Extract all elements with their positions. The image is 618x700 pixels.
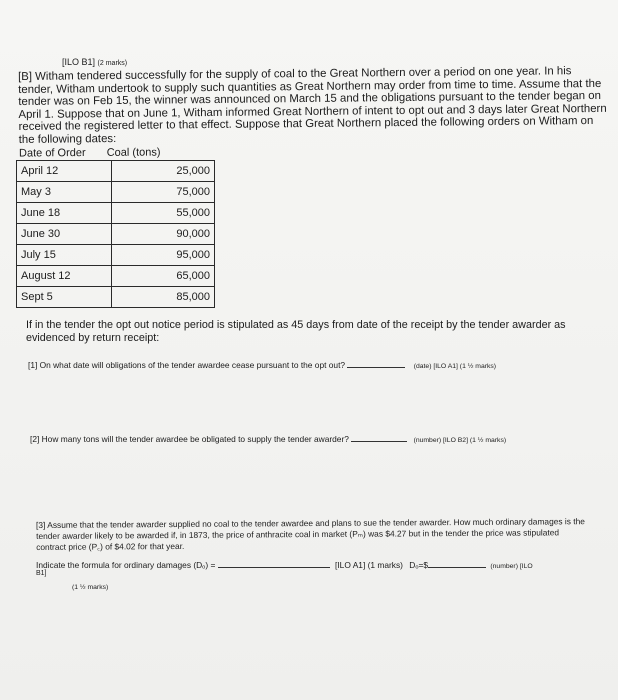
question-2-text: [2] How many tons will the tender awardee be obligated to supply the tender awarder? (30, 434, 349, 444)
order-tons: 90,000 (112, 224, 215, 245)
order-tons: 95,000 (112, 245, 215, 266)
order-date: June 18 (17, 203, 112, 224)
ilo-code: [ILO B1] (62, 57, 96, 67)
table-row (17, 287, 215, 308)
order-date: April 12 (17, 161, 112, 182)
order-tons: 75,000 (112, 182, 215, 203)
marks-label: (2 marks) (97, 60, 128, 67)
question-1 (28, 360, 496, 370)
question-2 (30, 434, 506, 444)
damages-value-label: Dₒ=$ (409, 560, 429, 570)
formula-line (36, 560, 533, 570)
question-3-text: [3] Assume that the tender awarder supplied no coal to the tender awardee and plans to sue the tender awarder. How much ordinary damages is the tender awarder likely to be awarded if, in 1873, the price of anthracite coal in market (Pₘ) was $4.27 but in the tender the price was stipulated contract price (P꜀) of $4.02 for that year. (36, 516, 585, 552)
damages-value-tag: (number) [ILO (490, 563, 533, 570)
question-3-marks: (1 ½ marks) (72, 584, 109, 591)
order-date: June 30 (17, 224, 112, 245)
column-header-tons: Coal (tons) (106, 146, 161, 159)
table-row (17, 266, 215, 287)
question-2-tag: (number) [ILO B2] (1 ½ marks) (413, 437, 507, 444)
order-tons: 55,000 (112, 203, 215, 224)
answer-2-blank[interactable] (351, 441, 407, 442)
ilo-continuation: B1] (36, 570, 47, 577)
order-date: July 15 (17, 245, 112, 266)
answer-1-blank[interactable] (347, 367, 405, 368)
table-row (17, 182, 215, 203)
optout-condition: If in the tender the opt out notice period is stipulated as 45 days from date of the receipt by the tender awarder as evidenced by return receipt: (26, 319, 566, 344)
formula-tag: [ILO A1] (1 marks) (335, 560, 403, 570)
order-date: August 12 (17, 266, 112, 287)
order-date: Sept 5 (17, 287, 112, 308)
order-date: May 3 (17, 182, 112, 203)
question-1-tag: (date) [ILO A1] (1 ½ marks) (413, 363, 497, 370)
orders-table (16, 160, 215, 308)
column-header-date: Date of Order (18, 147, 86, 160)
table-row (17, 161, 215, 182)
order-tons: 65,000 (112, 266, 215, 287)
formula-blank[interactable] (218, 567, 330, 568)
order-tons: 25,000 (112, 161, 215, 182)
intro-paragraph: [B] Witham tendered successfully for the supply of coal to the Great Northern over a period on one year. In his tender, Witham undertook to supply such quantities as Great Northern may order from time to time. Assume that the tender was on Feb 15, the winner was announced on March 15 and the obligations pursuant to the tender began on April 1. Suppose that on June 1, Witham informed Great Northern of intent to opt out and 3 days later Great Northern received the registered letter to that effect. Suppose that Great Northern placed the following orders on Witham on the following dates: (18, 65, 607, 146)
ilo-header (62, 57, 127, 67)
table-row (17, 203, 215, 224)
formula-label: Indicate the formula for ordinary damages (Dₒ) = (36, 560, 216, 570)
table-row (17, 224, 215, 245)
table-row (17, 245, 215, 266)
order-tons: 85,000 (112, 287, 215, 308)
damages-value-blank[interactable] (428, 567, 486, 568)
table-column-headers (19, 147, 161, 160)
question-1-text: [1] On what date will obligations of the tender awardee cease pursuant to the opt out? (28, 360, 346, 370)
